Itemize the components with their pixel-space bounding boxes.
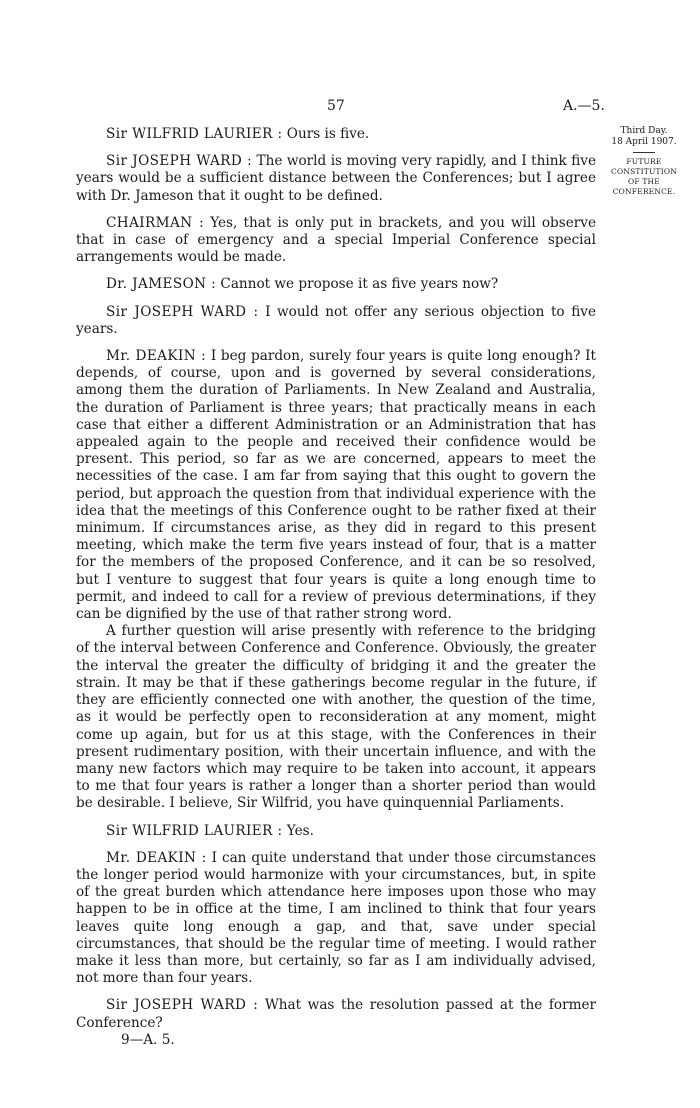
- margin-note-topic-3: OF THE: [628, 176, 660, 186]
- speech-text: I would not offer any serious objection to five years.: [76, 303, 597, 337]
- transcript-body: [76, 126, 596, 1049]
- paragraph-jameson: [76, 276, 596, 293]
- speaker-name: Sir JOSEPH WARD :: [106, 303, 259, 320]
- paragraph-chairman: [76, 215, 596, 267]
- paragraph-ward-1: [76, 153, 596, 205]
- speech-text: I beg pardon, surely four years is quite long enough? It depends, of course, upon and is governed by several considerations, among them the duration of Parliaments. In New Zealand and Australia, the duration of Parliament is three years; that practically means in each case that either a different Administration or an Administration that has appealed again to the people and received their confidence would be present. This period, so far as we are concerned, appears to meet the necessities of the case. I am far from saying that this ought to govern the period, but approach the question from that individual experience with the idea that the meetings of this Conference ought to be rather fixed at their minimum. If circumstances arise, as they did in regard to this present meeting, which make the term five years instead of four, that is a matter for the members of the proposed Conference, and it can be so resolved, but I venture to suggest that four years is quite a long enough time to permit, and indeed to call for a review of previous determinations, if they can be dignified by the use of that rather strong word.: [76, 348, 596, 623]
- speaker-name: Mr. DEAKIN :: [106, 348, 207, 365]
- speaker-name: Sir JOSEPH WARD :: [106, 153, 253, 170]
- speaker-name: Sir JOSEPH WARD :: [106, 997, 259, 1014]
- margin-note-topic-1: FUTURE: [626, 156, 662, 166]
- margin-note-date: 18 April 1907.: [611, 137, 677, 148]
- speech-text: Cannot we propose it as five years now?: [216, 276, 499, 293]
- speaker-name: CHAIRMAN :: [106, 214, 205, 231]
- document-reference: A.—5.: [563, 98, 605, 114]
- paragraph-ward-3: [76, 997, 596, 1031]
- speech-text: What was the resolution passed at the former Conference?: [76, 997, 597, 1031]
- margin-note: [606, 126, 682, 197]
- paragraph-deakin-2: [76, 623, 596, 812]
- paragraph-laurier-1: [76, 126, 596, 143]
- speaker-name: Sir WILFRID LAURIER :: [106, 822, 283, 839]
- margin-note-day: Third Day.: [620, 126, 668, 136]
- margin-note-topic-2: CONSTITUTION: [611, 166, 677, 176]
- speech-text: The world is moving very rapidly, and I think five years would be a sufficient distance between the Conferences; but I agree with Dr. Jameson that it ought to be defined.: [76, 153, 597, 204]
- paragraph-deakin-1: [76, 348, 596, 623]
- speech-text: Yes, that is only put in brackets, and you will observe that in case of emergency and a special Imperial Conference special arrangements would be made.: [76, 214, 596, 266]
- speech-text: A further question will arise presently with reference to the bridging of the interval between Conference and Conference. Obviously, the greater the interval the greater the difficulty of bridging it and the greater the strain. It may be that if these gatherings become regular in the future, if they are efficiently connected one with another, the question of the time, as it would be perfectly open to reconsideration at any moment, might come up again, but for us at this stage, with the Conferences in their present rudimentary position, with their uncertain influence, and with the many new factors which may require to be taken into account, it appears to me that four years is rather a longer than a shorter period than would be desirable. I believe, Sir Wilfrid, you have quinquennial Parliaments.: [76, 623, 596, 812]
- page-header: [0, 98, 700, 118]
- signature-mark: 9—A. 5.: [121, 1031, 175, 1048]
- speaker-name: Mr. DEAKIN :: [106, 849, 207, 866]
- margin-note-topic-4: CONFERENCE.: [612, 186, 676, 196]
- paragraph-ward-2: [76, 304, 596, 338]
- paragraph-deakin-3: [76, 850, 596, 988]
- speaker-name: Dr. JAMESON :: [106, 276, 217, 293]
- speech-text: I can quite understand that under those circumstances the longer period would harmonize with your circumstances, but, in spite of the great burden which attendance here imposes upon those who may happen to be in office at the time, I am inclined to think that four years leaves quite long enough a gap, and that, save under special circumstances, that should be the regular time of meeting. I would rather make it less than more, but certainly, so far as I am individually advised, not more than four years.: [76, 849, 596, 987]
- page-number: 57: [327, 98, 345, 114]
- speaker-name: Sir WILFRID LAURIER :: [106, 126, 283, 142]
- paragraph-laurier-2: [76, 823, 596, 840]
- speech-text: Ours is five.: [282, 126, 370, 142]
- margin-note-divider: [633, 152, 655, 153]
- speech-text: Yes.: [282, 822, 314, 839]
